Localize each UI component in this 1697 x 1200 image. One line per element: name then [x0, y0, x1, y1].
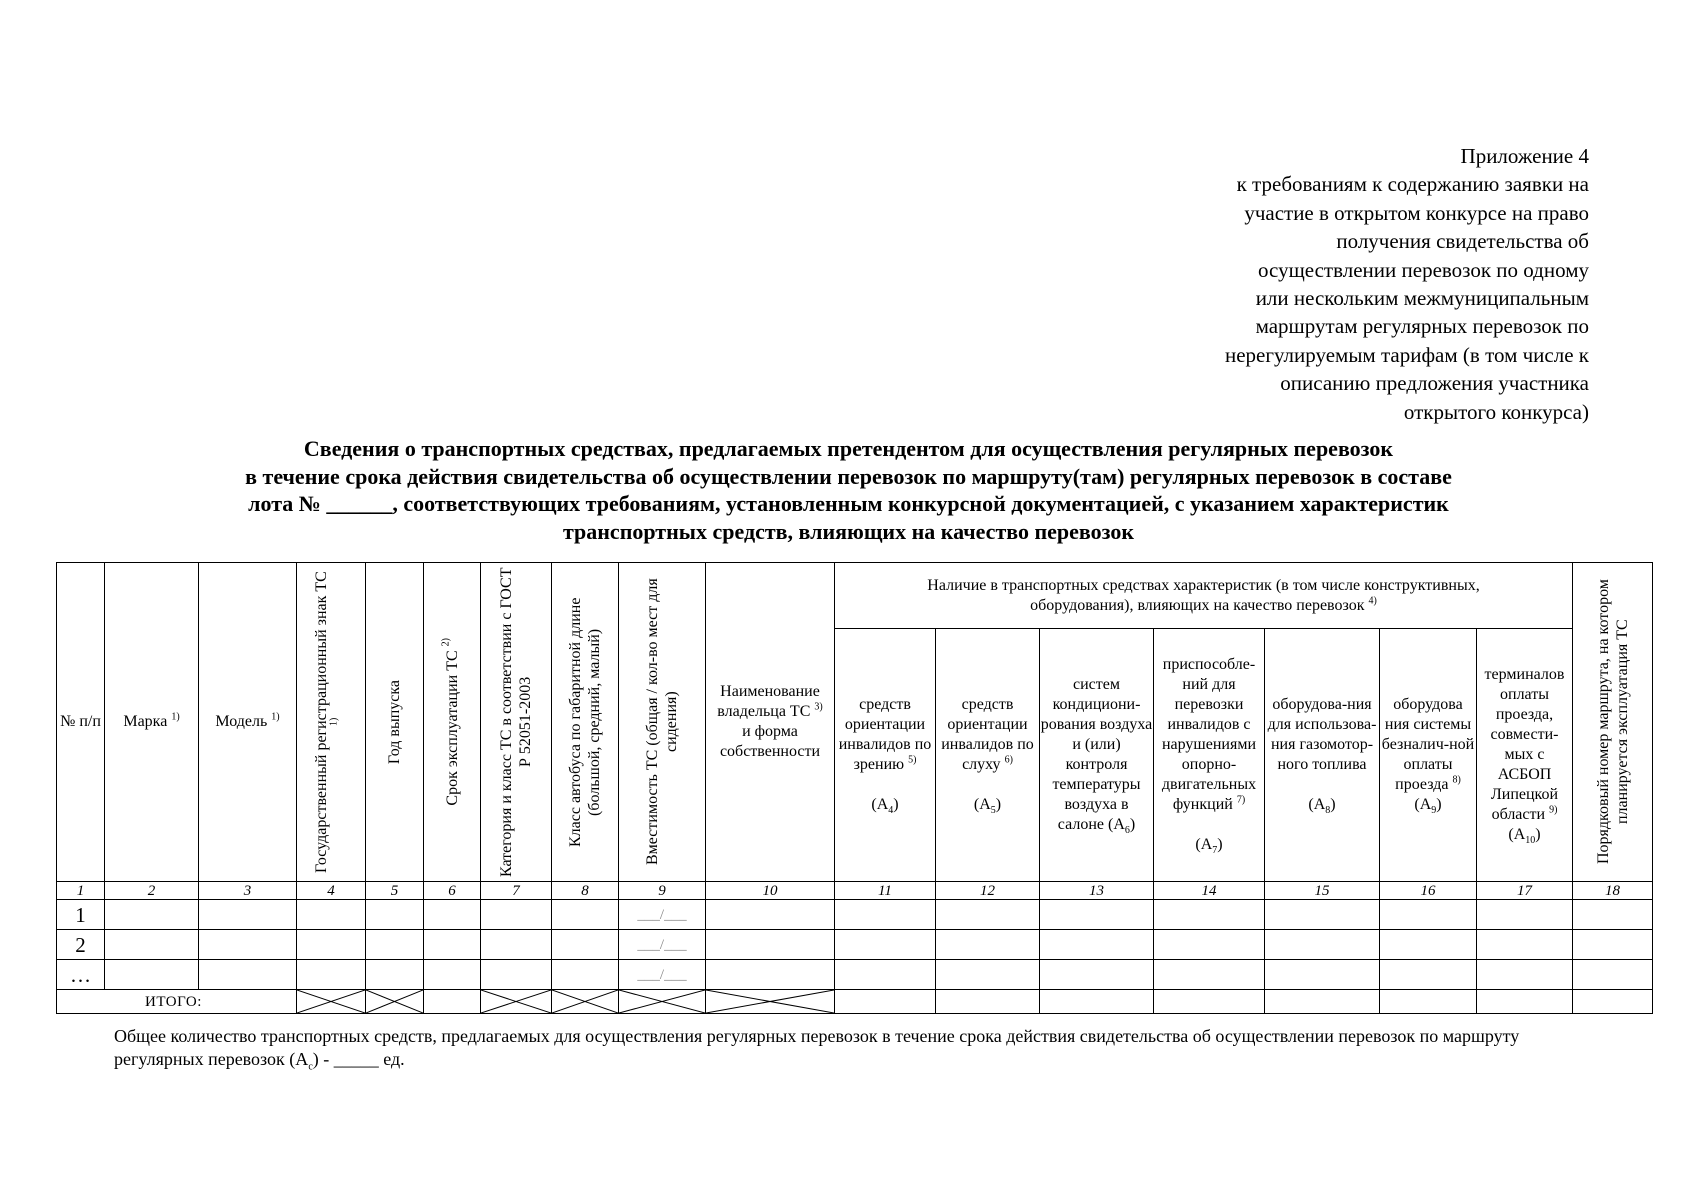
- code-sub: 8: [1325, 805, 1331, 817]
- header-route-number-label: Порядковый номер маршрута, на котором планируется эксплуатация ТС: [1594, 579, 1631, 865]
- table-cell[interactable]: [481, 900, 552, 930]
- header-brand: [105, 563, 199, 882]
- footnote-mark: 5): [908, 754, 917, 766]
- table-cell[interactable]: [1477, 990, 1573, 1014]
- code-sub: 9: [1431, 805, 1437, 817]
- table-cell[interactable]: [936, 960, 1040, 990]
- table-cell[interactable]: [366, 930, 424, 960]
- table-cell[interactable]: [706, 960, 835, 990]
- column-number: 6: [424, 882, 481, 900]
- appendix-line: получения свидетельства об: [1336, 229, 1589, 254]
- table-cell[interactable]: [706, 930, 835, 960]
- table-cell[interactable]: [1040, 900, 1154, 930]
- table-row: [57, 900, 1653, 930]
- header-capacity: [619, 563, 706, 882]
- header-gas-fuel-label: оборудова-ния для использова-ния газомотор-ного топлива: [1267, 696, 1377, 774]
- header-features-group-label: Наличие в транспортных средствах характеристик (в том числе конструктивных, оборудования), влияющих на качество перевозок: [927, 576, 1480, 614]
- table-cell[interactable]: [1477, 930, 1573, 960]
- cross-mark: [366, 990, 423, 1013]
- column-number: 17: [1477, 882, 1573, 900]
- header-service-life: [424, 563, 481, 882]
- header-route-number: [1573, 563, 1653, 882]
- table-cell[interactable]: [1573, 990, 1653, 1014]
- column-number: 11: [835, 882, 936, 900]
- header-air-conditioning-label: систем кондициони-рования воздуха и (или) контроля температуры воздуха в салоне (А: [1040, 676, 1153, 834]
- table-cell[interactable]: [706, 900, 835, 930]
- column-number: 12: [936, 882, 1040, 900]
- footnote-mark: 8): [1452, 774, 1461, 786]
- footnote-mark: 1): [328, 717, 340, 727]
- title-line: Сведения о транспортных средствах, предлагаемых претендентом для осуществления регулярных перевозок: [303, 436, 1394, 461]
- row-number: 2: [57, 930, 105, 960]
- footnote-mark: 4): [1368, 595, 1377, 607]
- table-cell[interactable]: [1040, 990, 1154, 1014]
- header-owner-label: Наименование владельца ТС: [717, 683, 820, 720]
- header-owner: [706, 563, 835, 882]
- total-vehicles-text: Общее количество транспортных средств, предлагаемых для осуществления регулярных перевозок в течение срока действия свидетельства об осуществлении перевозок по маршруту регулярных перевозок (А: [114, 1026, 1520, 1069]
- table-cell[interactable]: [105, 960, 199, 990]
- table-cell[interactable]: [366, 960, 424, 990]
- header-visual-aids-label: средств ориентации инвалидов по зрению: [838, 696, 932, 774]
- footnote-mark: 6): [1004, 754, 1013, 766]
- table-cell[interactable]: [105, 900, 199, 930]
- header-model: [199, 563, 297, 882]
- title-line: лота № ______, соответствующих требованиям, установленным конкурсной документацией, с указанием характеристик: [248, 491, 1449, 516]
- code-label: (А: [973, 796, 991, 814]
- table-cell[interactable]: [366, 900, 424, 930]
- crossed-cell: [366, 990, 424, 1014]
- crossed-cell: [481, 990, 552, 1014]
- table-cell[interactable]: [1265, 900, 1380, 930]
- table-cell[interactable]: [199, 930, 297, 960]
- row-number: …: [57, 960, 105, 990]
- table-cell[interactable]: [1380, 990, 1477, 1014]
- vehicles-table-wrapper: [56, 562, 1653, 1014]
- header-year-label: Год выпуска: [386, 679, 403, 765]
- table-cell[interactable]: [1477, 960, 1573, 990]
- footnote-mark: 9): [1549, 804, 1558, 816]
- header-category: [481, 563, 552, 882]
- header-bus-class-label: Класс автобуса по габаритной длине (большой, средний, малый): [567, 597, 603, 847]
- table-cell[interactable]: [1380, 960, 1477, 990]
- code-label: (А: [871, 796, 889, 814]
- table-cell[interactable]: [936, 930, 1040, 960]
- table-cell[interactable]: [424, 900, 481, 930]
- title-line: транспортных средств, влияющих на качество перевозок: [562, 518, 1135, 544]
- code-close: ): [1217, 836, 1223, 854]
- column-number: 9: [619, 882, 706, 900]
- code-sub: 6: [1124, 825, 1130, 837]
- table-cell[interactable]: [481, 930, 552, 960]
- table-cell[interactable]: [1040, 930, 1154, 960]
- code-close: ): [1535, 826, 1541, 844]
- crossed-cell: [552, 990, 619, 1014]
- table-cell[interactable]: [835, 960, 936, 990]
- crossed-cell: [706, 990, 835, 1014]
- header-reg-plate-label: Государственный регистрационный знак ТС: [313, 571, 330, 873]
- total-vehicles-sub: c: [308, 1061, 313, 1073]
- capacity-cell[interactable]: ___/___: [619, 960, 706, 990]
- appendix-line: осуществлении перевозок по одному: [1258, 257, 1589, 282]
- appendix-line: участие в открытом конкурсе на право: [1244, 200, 1589, 225]
- code-close: ): [1436, 796, 1442, 814]
- table-row: [57, 960, 1653, 990]
- column-number: 14: [1154, 882, 1265, 900]
- header-features-group: [835, 563, 1573, 629]
- table-cell[interactable]: [297, 900, 366, 930]
- column-number: 8: [552, 882, 619, 900]
- table-cell[interactable]: [1573, 960, 1653, 990]
- cross-mark: [706, 990, 834, 1013]
- table-cell[interactable]: [1380, 930, 1477, 960]
- footnote-mark: 7): [1236, 794, 1246, 806]
- table-cell[interactable]: [1154, 930, 1265, 960]
- column-number: 13: [1040, 882, 1154, 900]
- header-gas-fuel: [1265, 629, 1380, 882]
- header-cashless-payment-label: оборудова ния системы безналич-ной оплаты проезда: [1381, 696, 1475, 794]
- table-cell[interactable]: [936, 990, 1040, 1014]
- table-cell[interactable]: [835, 990, 936, 1014]
- column-number: 3: [199, 882, 297, 900]
- table-cell[interactable]: [835, 900, 936, 930]
- table-cell[interactable]: [1154, 960, 1265, 990]
- footnote-mark: 2): [440, 638, 452, 647]
- table-cell[interactable]: [835, 930, 936, 960]
- column-number: 5: [366, 882, 424, 900]
- code-sub: 5: [990, 805, 996, 817]
- table-cell[interactable]: [481, 960, 552, 990]
- table-cell[interactable]: [1265, 960, 1380, 990]
- appendix-line: Приложение 4: [1460, 144, 1589, 168]
- appendix-line: или нескольким межмуниципальным: [1255, 286, 1589, 311]
- header-hearing-aids: [936, 629, 1040, 882]
- table-cell[interactable]: [552, 960, 619, 990]
- table-cell[interactable]: [1477, 900, 1573, 930]
- header-model-label: Модель: [215, 713, 268, 730]
- header-hearing-aids-label: средств ориентации инвалидов по слуху: [941, 696, 1034, 774]
- vehicles-table: [56, 562, 1653, 1014]
- appendix-line: маршрутам регулярных перевозок по: [1255, 314, 1589, 339]
- cross-mark: [297, 990, 365, 1013]
- header-owner-form-label: и форма собственности: [719, 723, 821, 760]
- crossed-cell: [619, 990, 706, 1014]
- code-close: ): [893, 796, 899, 814]
- table-cell[interactable]: [552, 930, 619, 960]
- table-cell[interactable]: [199, 900, 297, 930]
- row-number: 1: [57, 900, 105, 930]
- code-close: ): [995, 796, 1002, 814]
- code-label: (А: [1508, 826, 1526, 844]
- document-title: [0, 435, 1697, 545]
- footnote-mark: 1): [171, 711, 180, 723]
- code-sub: 4: [888, 805, 894, 817]
- code-sub: 7: [1212, 845, 1218, 857]
- column-number: 10: [706, 882, 835, 900]
- header-number: [57, 563, 105, 882]
- column-numbers-row: [57, 882, 1653, 900]
- cross-mark: [619, 990, 705, 1013]
- column-number: 1: [57, 882, 105, 900]
- column-number: 7: [481, 882, 552, 900]
- table-cell[interactable]: [1265, 990, 1380, 1014]
- table-cell[interactable]: [105, 930, 199, 960]
- table-row: [57, 930, 1653, 960]
- table-cell[interactable]: [297, 930, 366, 960]
- table-cell[interactable]: [424, 960, 481, 990]
- table-cell[interactable]: [1380, 900, 1477, 930]
- column-number: 18: [1573, 882, 1653, 900]
- table-cell[interactable]: [552, 900, 619, 930]
- table-cell[interactable]: [297, 960, 366, 990]
- header-cashless-payment: [1380, 629, 1477, 882]
- footnote-mark: 3): [814, 701, 823, 713]
- header-category-label: Категория и класс ТС в соответствии с ГОСТ Р 52051-2003: [498, 567, 534, 877]
- header-reg-plate: [297, 563, 366, 882]
- table-cell[interactable]: [1573, 930, 1653, 960]
- crossed-cell: [297, 990, 366, 1014]
- table-cell[interactable]: [1154, 900, 1265, 930]
- header-number-label: № п/п: [60, 713, 101, 730]
- appendix-line: описанию предложения участника: [1280, 371, 1589, 396]
- code-close: ): [1330, 796, 1336, 814]
- header-payment-terminals: [1477, 629, 1573, 882]
- header-brand-label: Марка: [123, 713, 168, 730]
- total-row: [57, 990, 1653, 1014]
- column-number: 15: [1265, 882, 1380, 900]
- table-cell[interactable]: [424, 990, 481, 1014]
- header-mobility-aids: [1154, 629, 1265, 882]
- total-vehicles-note: [114, 1025, 1594, 1071]
- title-line: в течение срока действия свидетельства об осуществлении перевозок по маршруту(там) регулярных перевозок в составе: [245, 463, 1452, 489]
- code-label: (А: [1195, 836, 1213, 854]
- total-label: ИТОГО:: [57, 990, 297, 1014]
- code-sub: 10: [1525, 835, 1536, 847]
- header-payment-terminals-label: терминалов оплаты проезда, совмести-мых с АСБОП Липецкой области: [1484, 666, 1565, 824]
- table-cell[interactable]: [1265, 930, 1380, 960]
- code-label: (А: [1414, 796, 1432, 814]
- appendix-block: [1129, 142, 1589, 426]
- header-service-life-label: Срок эксплуатации ТС: [443, 650, 461, 806]
- column-number: 4: [297, 882, 366, 900]
- column-number: 2: [105, 882, 199, 900]
- footnote-mark: 1): [271, 711, 280, 723]
- header-air-conditioning: [1040, 629, 1154, 882]
- table-cell[interactable]: [199, 960, 297, 990]
- column-number: 16: [1380, 882, 1477, 900]
- header-mobility-aids-label: приспособле-ний для перевозки инвалидов с нарушениями опорно-двигательных функций: [1161, 656, 1257, 814]
- table-cell[interactable]: [1154, 990, 1265, 1014]
- table-cell[interactable]: [1573, 900, 1653, 930]
- header-visual-aids: [835, 629, 936, 882]
- header-capacity-label: Вместимость ТС (общая / кол-во мест для сидения): [644, 578, 680, 866]
- appendix-line: открытого конкурса): [1403, 399, 1589, 424]
- capacity-cell[interactable]: ___/___: [619, 930, 706, 960]
- table-cell[interactable]: [424, 930, 481, 960]
- appendix-line: к требованиям к содержанию заявки на: [1236, 172, 1589, 197]
- header-bus-class: [552, 563, 619, 882]
- appendix-line: нерегулируемым тарифам (в том числе к: [1224, 342, 1589, 367]
- capacity-cell[interactable]: ___/___: [619, 900, 706, 930]
- header-year: [366, 563, 424, 882]
- code-label: (А: [1308, 796, 1326, 814]
- table-cell[interactable]: [1040, 960, 1154, 990]
- cross-mark: [481, 990, 551, 1013]
- code-close: ): [1129, 816, 1136, 834]
- table-cell[interactable]: [936, 900, 1040, 930]
- cross-mark: [552, 990, 618, 1013]
- total-vehicles-tail: ) - _____ ед.: [312, 1049, 405, 1069]
